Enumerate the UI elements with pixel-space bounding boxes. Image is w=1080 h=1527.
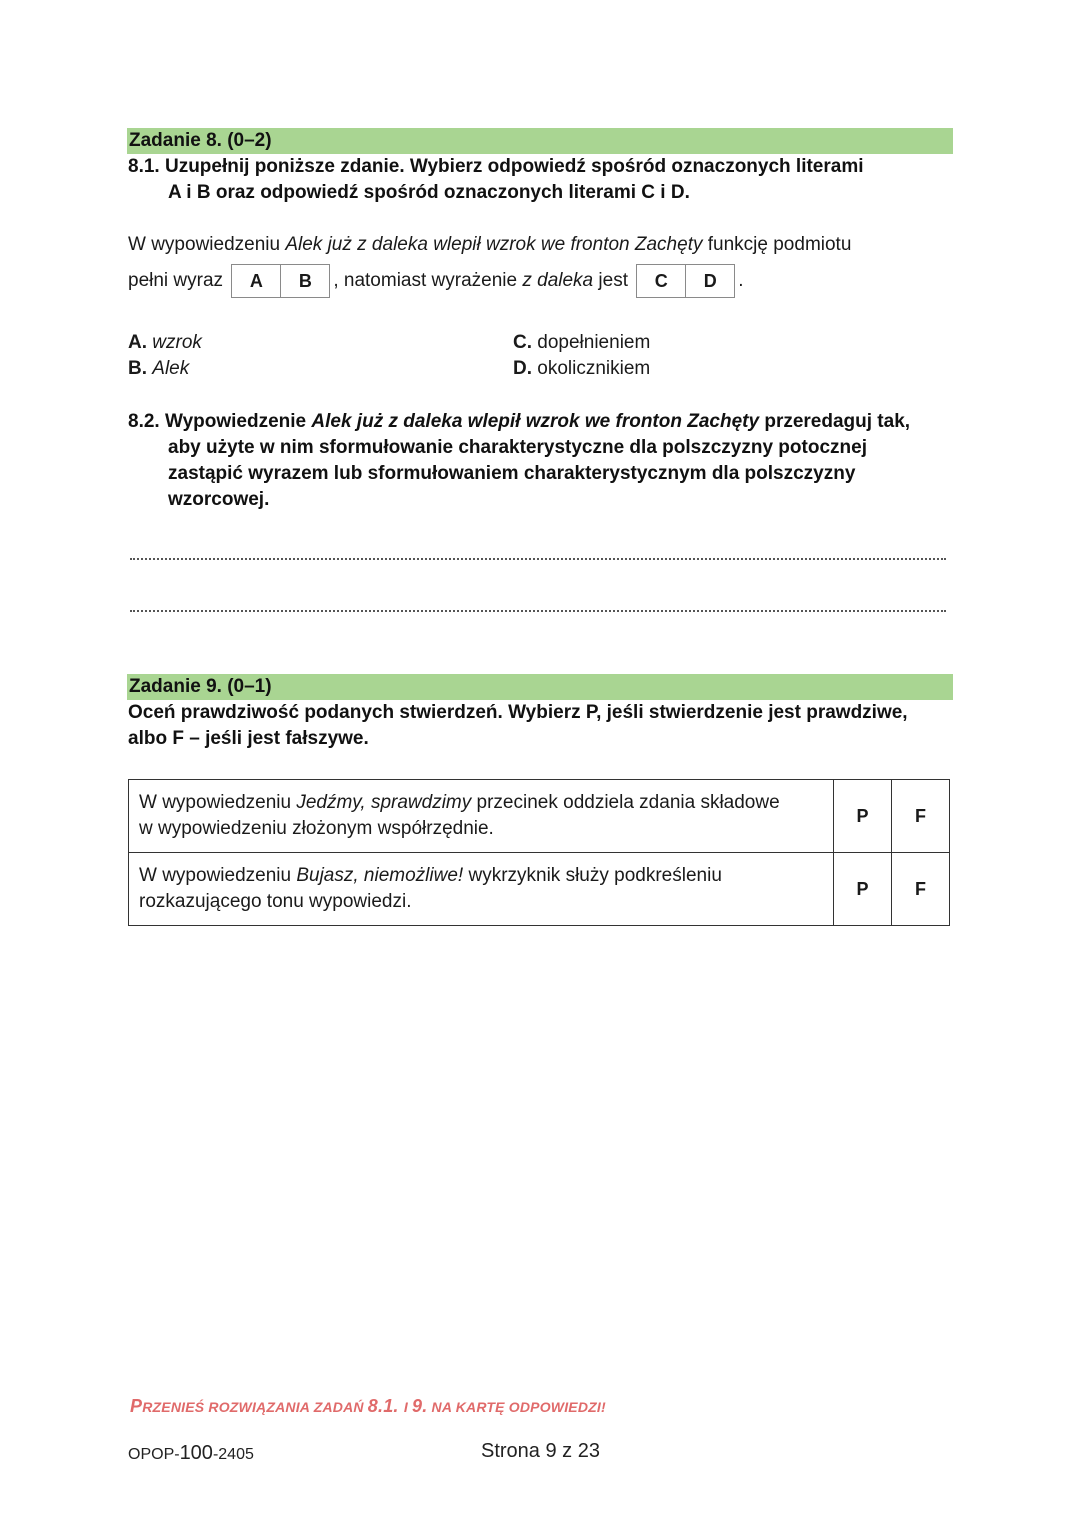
sentence-text: funkcję podmiotu — [702, 234, 852, 255]
option-letter: D. — [513, 358, 532, 379]
quoted-phrase: z daleka — [522, 270, 594, 292]
table-row — [129, 853, 950, 926]
sentence-text: pełni wyraz — [128, 270, 224, 292]
quoted-sentence: Alek już z daleka wlepił wzrok we fronton Zachęty — [285, 234, 703, 255]
instruction-text: Oceń prawdziwość podanych stwierdzeń. Wybierz P, jeśli stwierdzenie jest prawdziwe, — [128, 702, 908, 723]
task-9-header: Zadanie 9. (0–1) — [127, 674, 953, 700]
note-text: 9. — [412, 1396, 428, 1416]
option-text: okolicznikiem — [537, 358, 651, 379]
page-number: Strona 9 z 23 — [481, 1440, 600, 1462]
question-number: 8.2. — [128, 411, 160, 432]
option-text: dopełnieniem — [537, 332, 651, 353]
question-8-1-sentence — [128, 232, 958, 258]
instruction-text: albo F – jeśli jest fałszywe. — [128, 728, 369, 749]
note-text: I — [403, 1399, 412, 1415]
true-option[interactable]: P — [834, 853, 892, 926]
sentence-text: . — [738, 270, 744, 292]
instruction-text: Uzupełnij poniższe zdanie. Wybierz odpowiedź spośród oznaczonych literami — [164, 156, 864, 177]
statement-text: przecinek oddziela zdania składowe — [471, 792, 780, 813]
quoted-phrase: Jedźmy, sprawdzimy — [296, 792, 472, 813]
note-text: P — [130, 1396, 143, 1416]
instruction-text: zastąpić wyrazem lub sformułowaniem charakterystycznym dla polszczyzny — [168, 463, 856, 484]
code-text: -2405 — [212, 1446, 254, 1463]
note-text: NA KARTĘ ODPOWIEDZI! — [427, 1399, 606, 1415]
task-8-header: Zadanie 8. (0–2) — [127, 128, 953, 154]
statement-text: W wypowiedzeniu — [139, 792, 297, 813]
true-false-table — [128, 779, 950, 926]
question-9-instruction — [128, 700, 963, 752]
code-text: OPOP- — [128, 1446, 180, 1463]
option-d — [513, 356, 650, 382]
statement-cell — [129, 780, 834, 853]
quoted-phrase: Bujasz, niemożliwe! — [296, 865, 464, 886]
instruction-text: wzorcowej. — [168, 489, 270, 510]
choice-box-a-b — [231, 264, 330, 298]
true-option[interactable]: P — [834, 780, 892, 853]
sentence-text: jest — [593, 270, 628, 292]
instruction-text: A i B oraz odpowiedź spośród oznaczonych literami C i D. — [168, 182, 690, 203]
option-letter: A. — [128, 332, 147, 353]
statement-text: rozkazującego tonu wypowiedzi. — [139, 891, 412, 912]
answer-line-2[interactable] — [130, 610, 946, 612]
sentence-text: W wypowiedzeniu — [128, 234, 286, 255]
option-text: wzrok — [152, 332, 202, 353]
instruction-text: przeredaguj tak, — [759, 411, 911, 432]
sentence-text: , natomiast wyrażenie — [333, 270, 523, 292]
transfer-answers-note — [130, 1396, 606, 1417]
option-c — [513, 330, 650, 356]
false-option[interactable]: F — [892, 853, 950, 926]
statement-text: w wypowiedzeniu złożonym współrzędnie. — [139, 818, 494, 839]
code-text: 100 — [179, 1442, 213, 1464]
question-8-1-instruction — [128, 154, 958, 206]
table-row — [129, 780, 950, 853]
option-a — [128, 330, 202, 356]
choice-d[interactable]: D — [685, 265, 734, 297]
statement-text: wykrzyknik służy podkreśleniu — [463, 865, 722, 886]
answer-line-1[interactable] — [130, 558, 946, 560]
note-text: RZENIEŚ ROZWIĄZANIA ZADAŃ — [142, 1399, 368, 1415]
instruction-text: aby użyte w nim sformułowanie charakterystyczne dla polszczyzny potocznej — [168, 437, 867, 458]
exam-code — [128, 1442, 254, 1465]
option-letter: B. — [128, 358, 147, 379]
option-letter: C. — [513, 332, 532, 353]
option-b — [128, 356, 189, 382]
choice-c[interactable]: C — [654, 271, 668, 291]
statement-text: W wypowiedzeniu — [139, 865, 297, 886]
note-text: 8.1. — [367, 1396, 404, 1416]
choice-box-c-d — [636, 264, 735, 298]
false-option[interactable]: F — [892, 780, 950, 853]
choice-a[interactable]: A — [249, 271, 263, 291]
instruction-text: Wypowiedzenie — [164, 411, 312, 432]
option-text: Alek — [152, 358, 190, 379]
question-8-1-sentence-line2 — [128, 264, 958, 298]
question-8-2-instruction — [128, 409, 963, 513]
statement-cell — [129, 853, 834, 926]
choice-b[interactable]: B — [280, 265, 329, 297]
question-number: 8.1. — [128, 156, 160, 177]
quoted-sentence: Alek już z daleka wlepił wzrok we fronton Zachęty — [311, 411, 760, 432]
